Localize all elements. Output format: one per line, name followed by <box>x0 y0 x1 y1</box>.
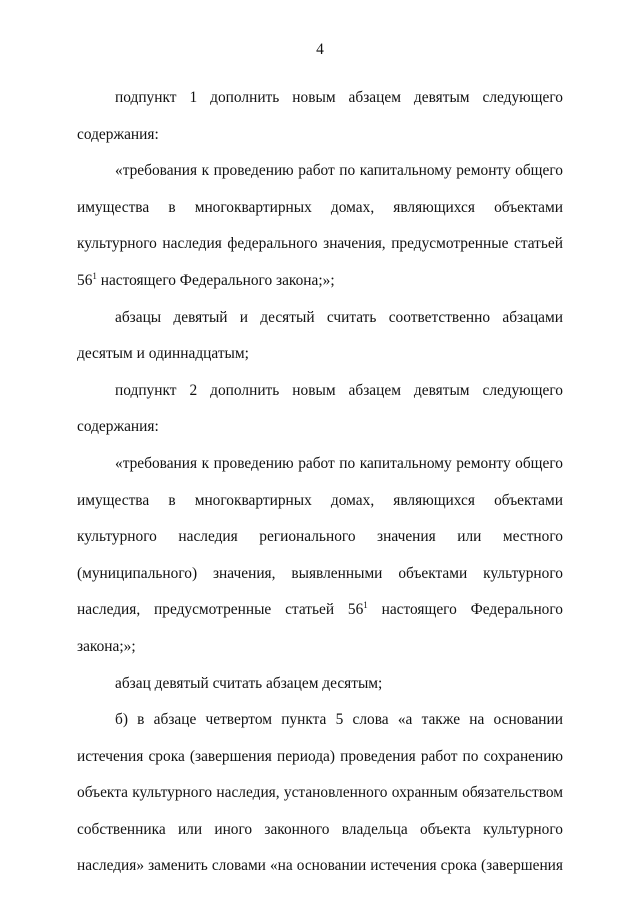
paragraph-2-text: «требования к проведению работ по капитальному ремонту общего имущества в многоквартирных домах, являющихся объектами культурного наследия федерального значения, предусмотренные статьей 56 <box>77 162 563 289</box>
paragraph-2-tail: настоящего Федерального закона;»; <box>96 271 335 289</box>
paragraph-5 <box>77 446 563 666</box>
paragraph-5-tail: настоящего Федерального закона;»; <box>77 601 563 655</box>
paragraph-1: подпункт 1 дополнить новым абзацем девятым следующего содержания: <box>77 89 563 143</box>
paragraph-6: абзац девятый считать абзацем десятым; <box>115 674 383 692</box>
article-superscript: 1 <box>363 600 368 611</box>
paragraph-4: подпункт 2 дополнить новым абзацем девятым следующего содержания: <box>77 381 563 436</box>
paragraph-7: б) в абзаце четвертом пункта 5 слова «а также на основании истечения срока (завершения периода) проведения работ по сохранению объекта культурного наследия, установленного охранным обязательством собственника или иного законного владельца объекта культурного наследия» заменить словами «на основании истечения срока (завершения <box>77 711 563 875</box>
page-number: 4 <box>316 41 324 58</box>
document-body <box>77 80 563 885</box>
paragraph-5-text: «требования к проведению работ по капитальному ремонту общего имущества в многоквартирных домах, являющихся объектами культурного наследия регионального значения или местного (муниципального) значения, выявленными объектами культурного наследия, предусмотренные статьей 56 <box>77 454 563 619</box>
article-superscript: 1 <box>92 270 97 281</box>
paragraph-3: абзацы девятый и десятый считать соответственно абзацами десятым и одиннадцатым; <box>77 308 563 363</box>
paragraph-2 <box>77 153 563 299</box>
